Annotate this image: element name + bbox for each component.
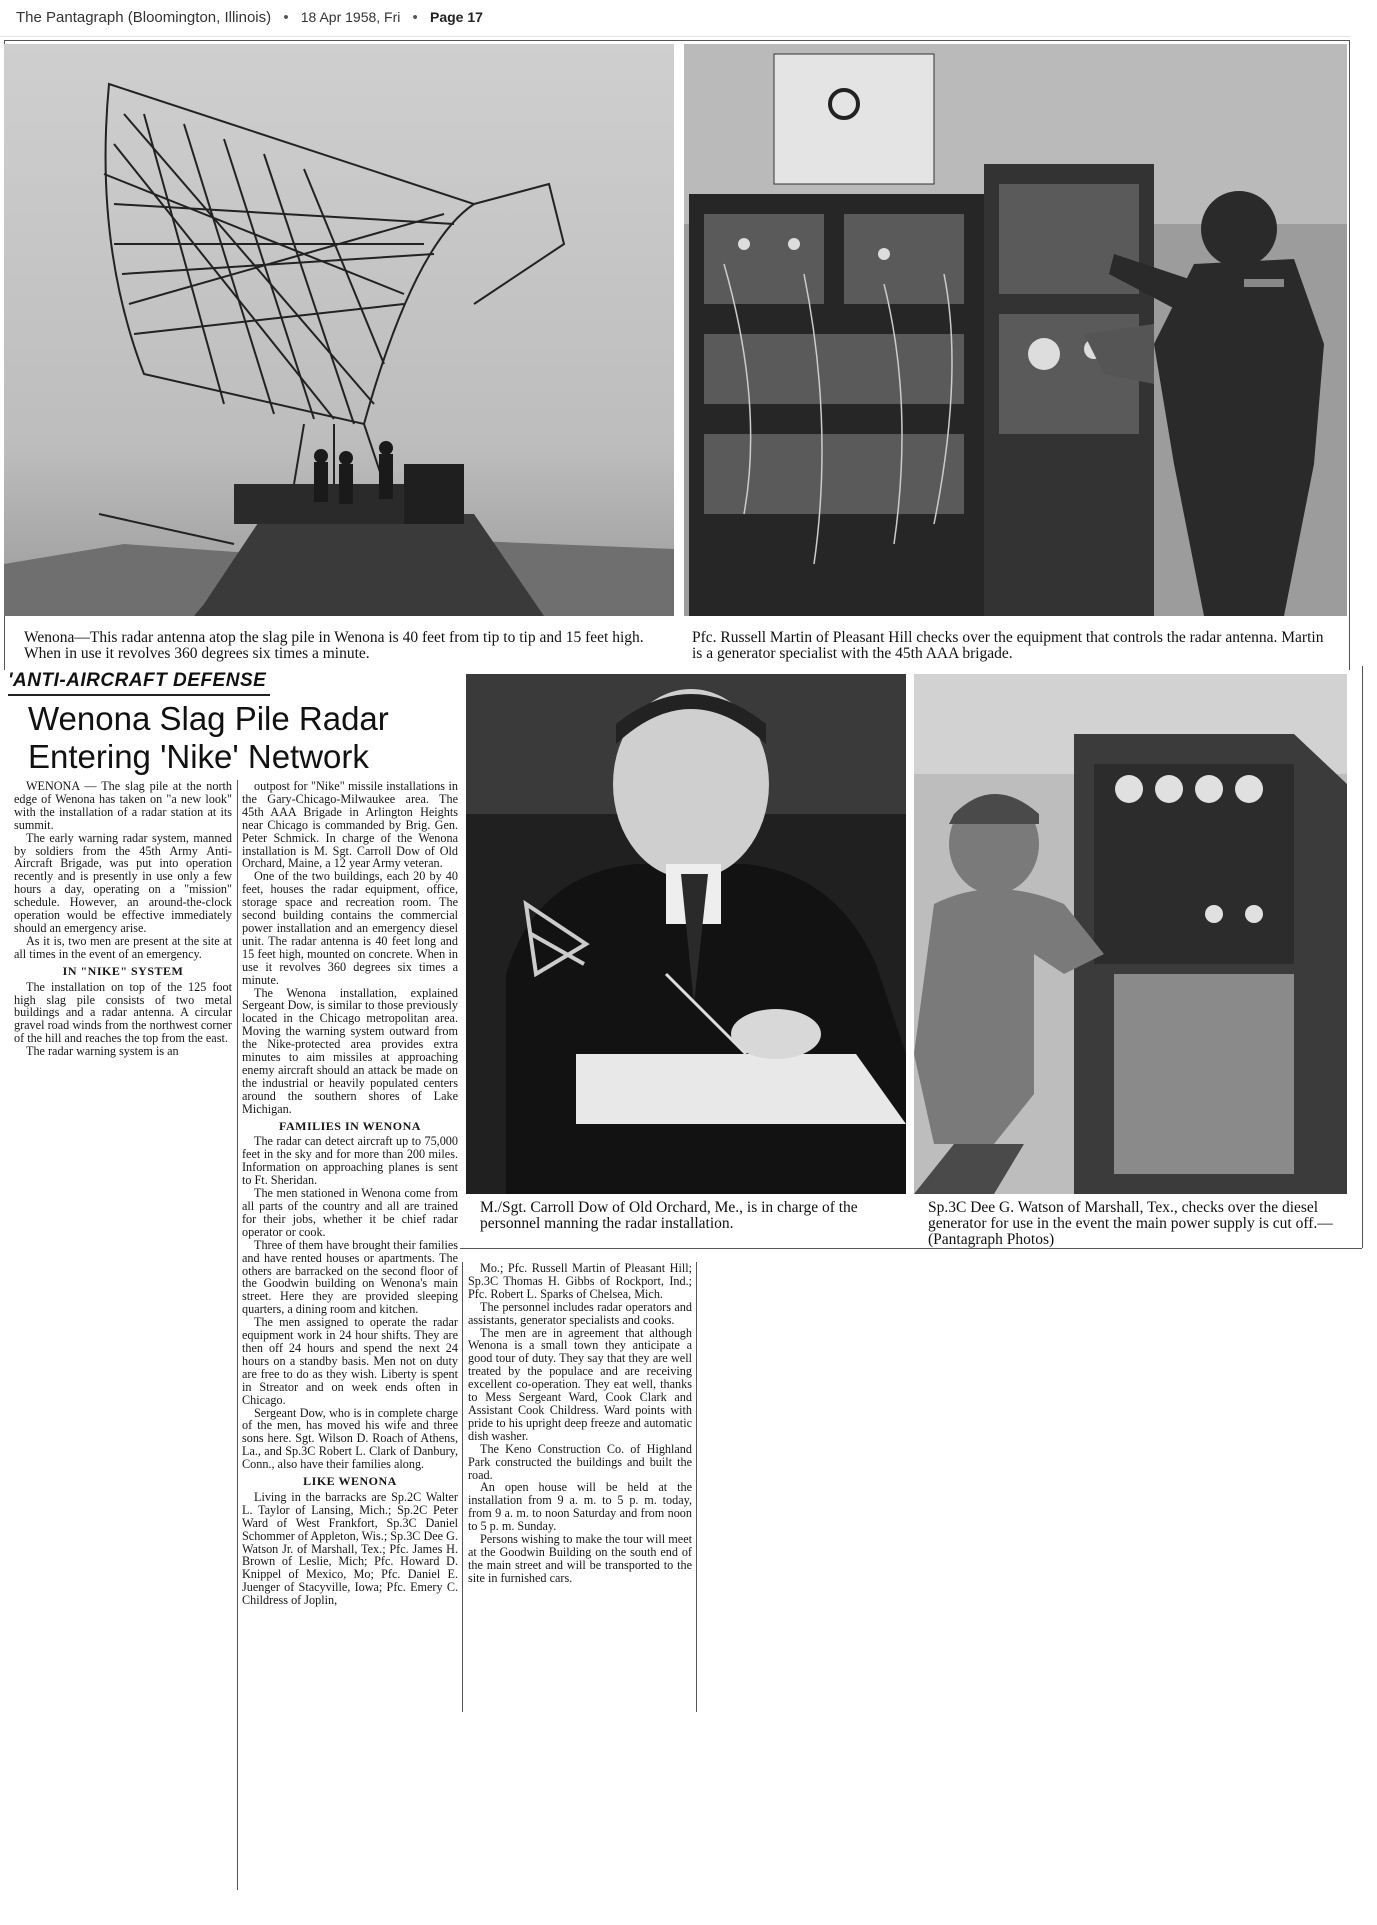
paragraph: Living in the barracks are Sp.2C Walter L. Taylor of Lansing, Mich.; Sp.2C Peter Ward of West Frankfort, Sp.3C Daniel Schommer of Appleton, Wis.; Sp.3C Dee G. Watson Jr. of Marshall, Tex.; Pfc. James H. Brown of Leslie, Mich; Pfc. Howard D. Knippel of Mexico, Mo; Pfc. Daniel E. Juenger of Stacyville, Iowa; Pfc. Emery C. Childress of Joplin, <box>242 1489 458 1608</box>
sergeant-portrait-image <box>466 674 906 1194</box>
paragraph: Sergeant Dow, who is in complete charge of the men, has moved his wife and three sons here. Sgt. Wilson D. Roach of Athens, La., and Sp.3C Robert L. Clark of Danbury, Conn., also have their families along. <box>242 1405 458 1472</box>
paragraph: One of the two buildings, each 20 by 40 feet, houses the radar equipment, office, storage space and recreation room. The second building contains the commercial power installation and an emergency diesel unit. The radar antenna is 40 feet long and 15 feet high, mounted on concrete. When in use it revolves 360 degrees six times a minute. <box>242 869 458 987</box>
paragraph: The Keno Construction Co. of Highland Park constructed the buildings and built the road. <box>468 1441 692 1482</box>
headline-line: Entering 'Nike' Network <box>28 738 369 775</box>
photo-block-border <box>460 1248 1362 1249</box>
article-column-1 <box>14 780 232 1058</box>
antenna-photo-caption: Wenona—This radar antenna atop the slag pile in Wenona is 40 feet from tip to tip and 15 feet high. When in use it revolves 360 degrees six times a minute. <box>24 629 644 662</box>
page-number: Page 17 <box>429 9 483 25</box>
paragraph: The men assigned to operate the radar equipment work in 24 hour shifts. They are then off 24 hours and spend the next 24 hours on a standby basis. Men not on duty are free to do as they wish. Liberty is spent in Streator and on week ends often in Chicago. <box>242 1315 458 1407</box>
clipping-border-right <box>1349 40 1350 670</box>
paragraph: An open house will be held at the installation from 9 a. m. to 5 p. m. today, from 9 a. m. to noon Saturday and from noon to 5 p. m. Sunday. <box>468 1480 692 1534</box>
article-column-2 <box>242 780 458 1607</box>
paragraph: The men are in agreement that although Wenona is a small town they anticipate a good tour of duty. They say that they are well treated by the populace and are receiving excellent co-operation. They eat well, thanks to Mess Sergeant Ward, Cook Clark and Assistant Cook Childress. Ward points with pride to his upright deep freeze and automatic dish washer. <box>468 1325 692 1443</box>
paragraph: Persons wishing to make the tour will meet at the Goodwin Building on the south end of the main street and will be transported to the site in furnished cars. <box>468 1532 692 1585</box>
paragraph: outpost for "Nike" missile installations in the Gary-Chicago-Milwaukee area. The 45th AAA Brigade in Arlington Heights near Chicago is commanded by Brig. Gen. Peter Schmick. In charge of the Wenona installation is M. Sgt. Carroll Dow of Old Orchard, Maine, a 12 year Army veteran. <box>242 779 458 871</box>
article-column-3 <box>468 1262 692 1585</box>
paragraph: The installation on top of the 125 foot high slag pile consists of two metal buildings and a radar antenna. A circular gravel road winds from the northwest corner of the hill and reaches the top from the east. <box>14 979 232 1046</box>
sergeant-portrait-photo <box>466 674 906 1194</box>
section-kicker: 'ANTI-AIRCRAFT DEFENSE <box>8 670 270 696</box>
newspaper-header <box>0 0 1377 36</box>
publication-name[interactable]: The Pantagraph (Bloomington, Illinois) <box>16 9 272 26</box>
sergeant-photo-caption: M./Sgt. Carroll Dow of Old Orchard, Me., is in charge of the personnel manning the radar installation. <box>480 1199 858 1232</box>
paragraph: The men stationed in Wenona come from all parts of the country and all are trained for their jobs, whether it be chief radar operator or cook. <box>242 1186 458 1239</box>
paragraph: Three of them have brought their families and have rented houses or apartments. The others are barracked on the second floor of the Goodwin building on Wenona's main street. Here they are provided sleeping quarters, a dining room and kitchen. <box>242 1237 458 1317</box>
separator-dot: • <box>283 9 289 26</box>
radar-equipment-photo <box>684 44 1347 616</box>
article-headline <box>28 700 428 776</box>
radar-antenna-photo <box>4 44 674 616</box>
paragraph: As it is, two men are present at the site at all times in the event of an emergency. <box>14 933 232 961</box>
paragraph: The early warning radar system, manned by soldiers from the 45th Army Anti-Aircraft Brigade, was put into operation recently and is presently in use only a few hours a day, operating on a "mission" schedule. However, an around-the-clock operation would be effective immediately should an emergency arise. <box>14 830 232 935</box>
paragraph: The personnel includes radar operators and assistants, generator specialists and cooks. <box>468 1299 692 1327</box>
column-rule <box>462 1262 463 1712</box>
radar-antenna-image <box>4 44 674 616</box>
header-divider <box>0 36 1350 37</box>
paragraph: WENONA — The slag pile at the north edge of Wenona has taken on "a new look" with the installation of a radar station at its summit. <box>14 779 232 832</box>
paragraph: The Wenona installation, explained Sergeant Dow, is similar to those previously located in the Chicago metropolitan area. Moving the warning system outward from the Nike-protected area provides extra minutes to aim missiles at approaching enemy aircraft should an attack be made on the industrial or heavily populated centers around the southern shores of Lake Michigan. <box>242 985 458 1116</box>
photo-block-border <box>1362 666 1363 1248</box>
column-rule <box>237 780 238 1890</box>
paragraph: Mo.; Pfc. Russell Martin of Pleasant Hill; Sp.3C Thomas H. Gibbs of Rockport, Ind.; Pfc. Robert L. Sparks of Chelsea, Mich. <box>468 1261 692 1301</box>
equipment-photo-caption: Pfc. Russell Martin of Pleasant Hill checks over the equipment that controls the radar antenna. Martin is a generator specialist with the 45th AAA brigade. <box>692 629 1324 662</box>
paragraph: The radar can detect aircraft up to 75,000 feet in the sky and for more than 200 miles. Information on approaching planes is sent to Ft. Sheridan. <box>242 1134 458 1188</box>
subheading: IN "NIKE" SYSTEM <box>62 963 184 978</box>
subheading: LIKE WENONA <box>303 1474 397 1489</box>
header-row <box>16 9 483 26</box>
diesel-generator-photo <box>914 674 1347 1194</box>
paragraph: The radar warning system is an <box>26 1044 179 1059</box>
generator-photo-caption: Sp.3C Dee G. Watson of Marshall, Tex., checks over the diesel generator for use in the event the main power supply is cut off.—(Pantagraph Photos) <box>928 1199 1333 1248</box>
separator-dot: • <box>412 9 418 26</box>
headline-line: Wenona Slag Pile Radar <box>28 700 389 737</box>
diesel-generator-image <box>914 674 1347 1194</box>
clipping-border-top <box>4 40 1349 41</box>
subheading: FAMILIES IN WENONA <box>279 1118 421 1133</box>
issue-date: 18 Apr 1958, Fri <box>300 9 401 25</box>
radar-equipment-image <box>684 44 1347 616</box>
column-rule <box>696 1262 697 1712</box>
